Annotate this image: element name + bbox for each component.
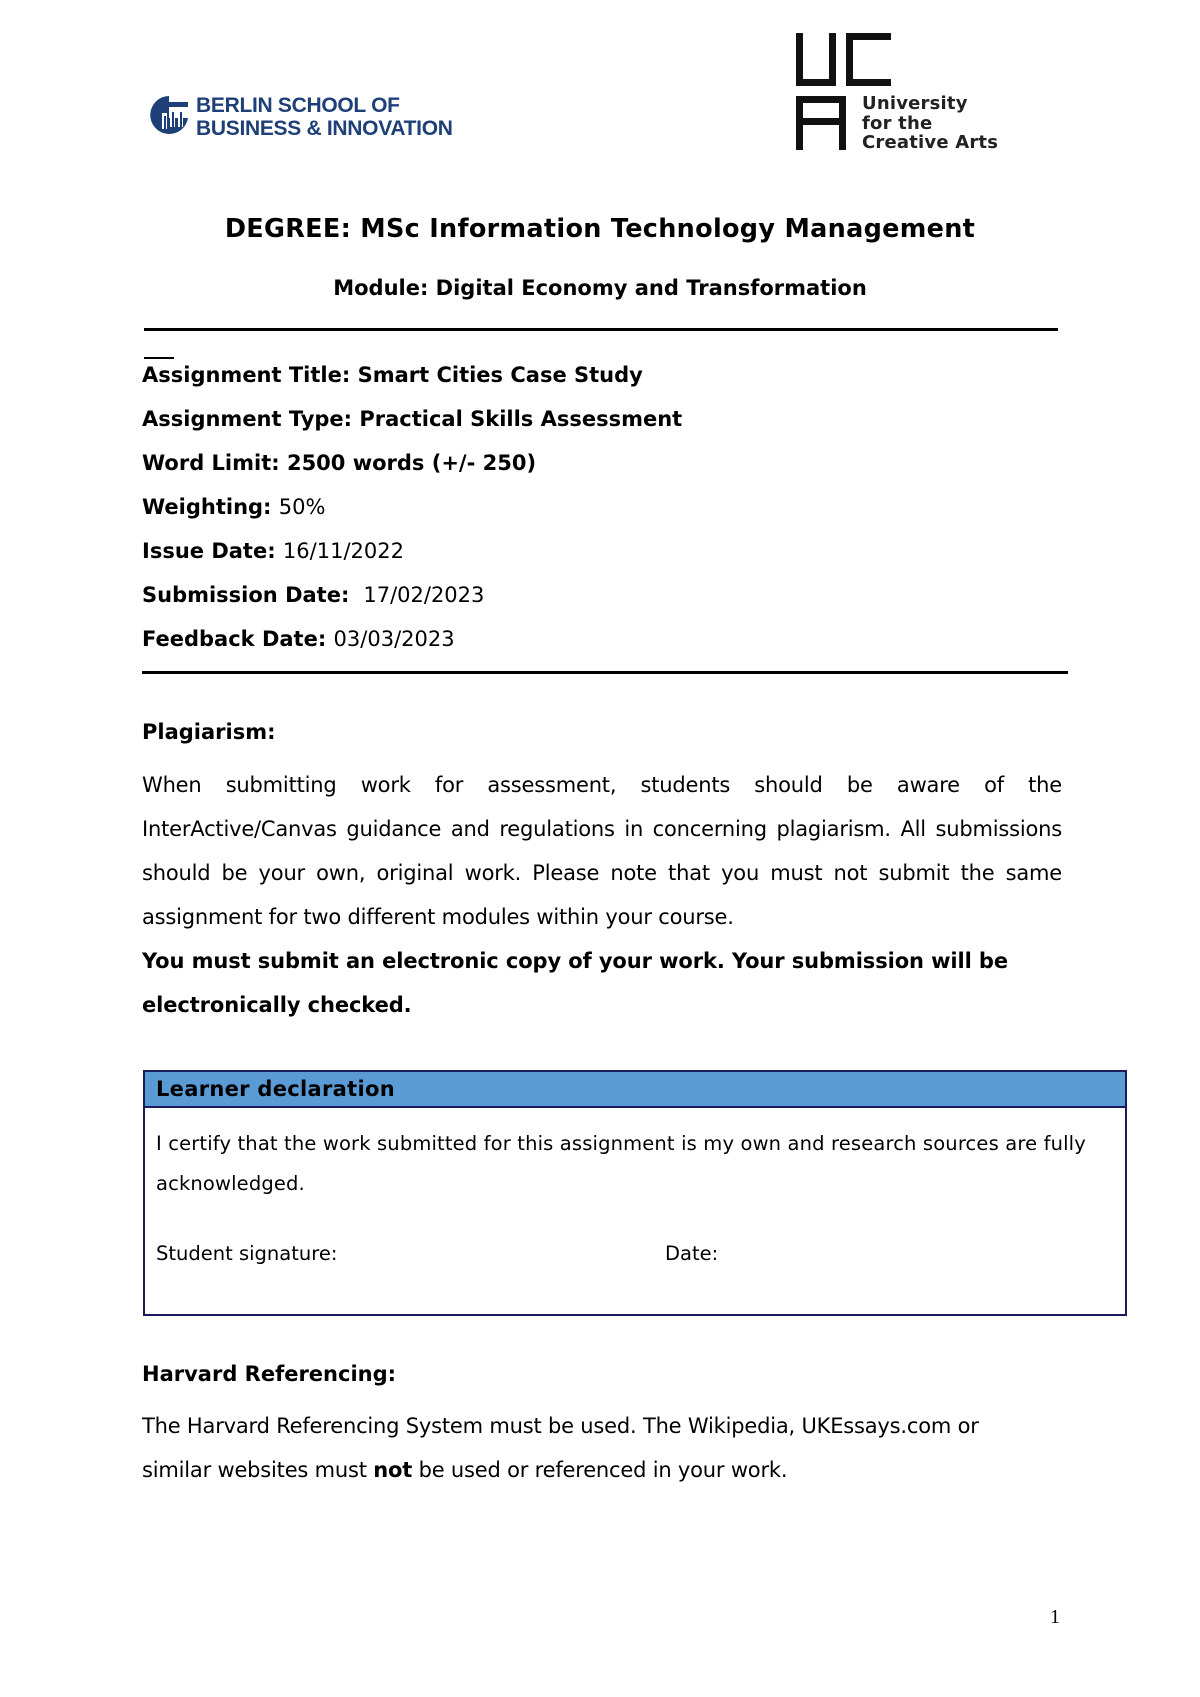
bsbi-wordmark <box>196 94 453 140</box>
assignment-type-value: Practical Skills Assessment <box>359 407 683 431</box>
declaration-date-label: Date: <box>665 1242 719 1265</box>
weighting-row <box>142 492 682 536</box>
learner-declaration-text: I certify that the work submitted for this assignment is my own and research sources are fully acknowledged. <box>156 1132 1086 1195</box>
module-title: Module: Digital Economy and Transformation <box>333 276 867 300</box>
assignment-title-value: Smart Cities Case Study <box>357 363 643 387</box>
bsbi-line1: BERLIN SCHOOL OF <box>196 94 400 117</box>
assignment-title-row <box>142 360 682 404</box>
plagiarism-body: When submitting work for assessment, students should be aware of the InterActive/Canvas guidance and regulations in concerning plagiarism. All submissions should be your own, original work. Please note that you must not submit the same assignment for two different modules within your course. <box>142 773 1062 929</box>
student-signature-label: Student signature: <box>156 1242 338 1265</box>
ucfa-line1: University <box>862 93 968 114</box>
title-overline <box>144 357 174 359</box>
assignment-title-label: Assignment Title: <box>142 363 358 387</box>
info-divider <box>142 671 1068 674</box>
bsbi-emblem-icon <box>148 94 190 140</box>
bsbi-logo <box>148 92 453 144</box>
harvard-body-part1: The Harvard Referencing System must be used. The Wikipedia, UKEssays.com or similar websites must <box>142 1414 979 1482</box>
learner-declaration-header: Learner declaration <box>145 1072 1125 1108</box>
weighting-value: 50% <box>278 495 326 519</box>
weighting-label: Weighting: <box>142 495 279 519</box>
submission-date-label: Submission Date: <box>142 583 357 607</box>
plagiarism-note: You must submit an electronic copy of your work. Your submission will be electronically checked. <box>142 949 1008 1017</box>
bsbi-line2: BUSINESS & INNOVATION <box>196 117 453 140</box>
assignment-type-row <box>142 404 682 448</box>
ucfa-wordmark <box>862 94 998 153</box>
degree-title: DEGREE: MSc Information Technology Management <box>224 214 976 244</box>
top-divider <box>144 328 1058 331</box>
word-limit-label: Word Limit: <box>142 451 287 475</box>
assignment-type-label: Assignment Type: <box>142 407 360 431</box>
page-number: 1 <box>1050 1606 1060 1628</box>
harvard-heading: Harvard Referencing: <box>142 1362 397 1386</box>
harvard-body <box>142 1404 1042 1492</box>
word-limit-row <box>142 448 682 492</box>
ucfa-logo <box>796 30 1006 155</box>
plagiarism-heading: Plagiarism: <box>142 720 276 744</box>
submission-date-value: 17/02/2023 <box>356 583 485 607</box>
submission-date-row <box>142 580 682 624</box>
word-limit-value: 2500 words (+/- 250) <box>286 451 537 475</box>
ucfa-line3: Creative Arts <box>862 132 999 153</box>
assignment-info <box>142 360 682 668</box>
issue-date-row <box>142 536 682 580</box>
issue-date-value: 16/11/2022 <box>282 539 404 563</box>
ucfa-line2: for the <box>862 112 933 134</box>
feedback-date-value: 03/03/2023 <box>333 627 455 651</box>
feedback-date-row <box>142 624 682 668</box>
harvard-body-emphasis: not <box>373 1458 413 1482</box>
issue-date-label: Issue Date: <box>142 539 283 563</box>
harvard-body-part2: be used or referenced in your work. <box>412 1458 788 1482</box>
feedback-date-label: Feedback Date: <box>142 627 334 651</box>
learner-declaration-box <box>143 1070 1127 1316</box>
